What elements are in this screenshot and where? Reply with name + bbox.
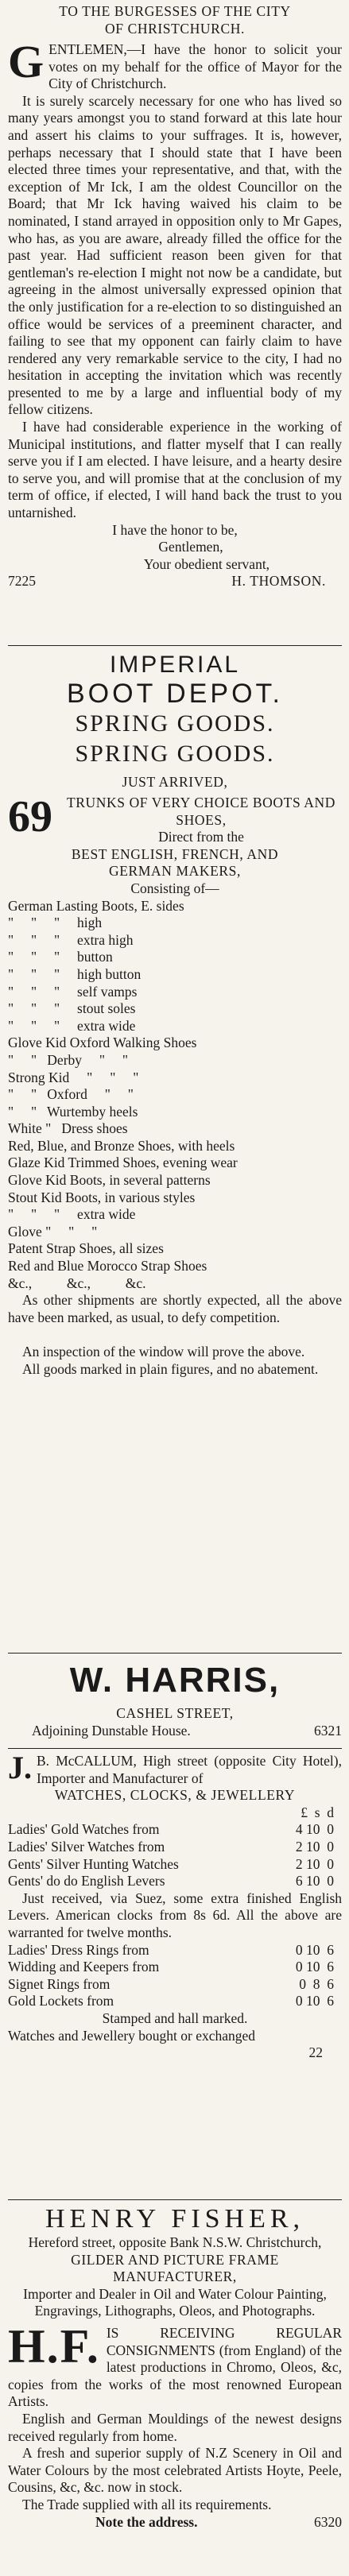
- footwear-item: Stout Kid Boots, in various styles: [8, 1189, 196, 1205]
- footwear-item: " " Derby " ": [8, 1051, 129, 1068]
- mayor-ad-heading-line-1: TO THE BURGESSES OF THE CITY: [59, 3, 291, 19]
- price-item: Gold Lockets from: [8, 1993, 114, 2009]
- footwear-item: Strong Kid " " ": [8, 1069, 139, 1085]
- footwear-item: Glove Kid Boots, in several patterns: [8, 1172, 211, 1189]
- makers-line-1: BEST ENGLISH, FRENCH, AND: [71, 845, 279, 862]
- mayor-ad-footer: [8, 573, 342, 590]
- trunk-count: 69: [8, 792, 52, 841]
- harris-footer: [8, 1723, 342, 1740]
- footwear-item: Glove Kid Oxford Walking Shoes: [8, 1035, 197, 1051]
- harris-adjoining: Adjoining Dunstable House.: [32, 1722, 191, 1739]
- price-row: [8, 1839, 342, 1856]
- footwear-item: " " Oxford " ": [8, 1086, 134, 1103]
- price-row: [8, 1993, 342, 2010]
- price-item: Ladies' Silver Watches from: [8, 1838, 165, 1855]
- price-item: Widding and Keepers from: [8, 1959, 160, 1975]
- footwear-item: Red and Blue Morocco Strap Shoes: [8, 1258, 207, 1274]
- price-item: Ladies' Gold Watches from: [8, 1821, 160, 1838]
- fisher-trade-line-2: MANUFACTURER,: [113, 2269, 237, 2285]
- shipments-note: As other shipments are shortly expected, all the above have been marked, as usual, to defy competition.: [8, 1292, 342, 1325]
- price-amount: 0 10 6: [295, 1959, 334, 1975]
- mayor-ad-signoff-2: Gentlemen,: [158, 539, 223, 555]
- fisher-engravings: Engravings, Lithographs, Oleos, and Photographs.: [34, 2303, 316, 2319]
- fisher-ad-body: [8, 2204, 342, 2531]
- makers-line-2: GERMAN MAKERS,: [109, 863, 241, 880]
- drop-cap-letter: G: [8, 36, 45, 87]
- spring-goods-line-2: SPRING GOODS.: [75, 741, 275, 767]
- just-received-note: Just received, via Suez, some extra finished English Levers. American clocks from 8s 6d. All the above are warranted for twelve months.: [8, 1889, 342, 1940]
- hf-block: [8, 2319, 342, 2411]
- price-row: [8, 1942, 342, 1959]
- footwear-item: " " " extra wide: [8, 1206, 136, 1223]
- stamped-note: Stamped and hall marked.: [102, 2009, 248, 2026]
- footwear-item: Glaze Kid Trimmed Shoes, evening wear: [8, 1155, 238, 1171]
- ring-price-list: [8, 1942, 342, 2010]
- hf-initials: H.F.: [8, 2319, 100, 2373]
- spring-goods-line-1: SPRING GOODS.: [75, 710, 275, 737]
- mccallum-intro: B. McCALLUM, High street (opposite City Hotel), Importer and Manufacturer of: [37, 1753, 342, 1786]
- footwear-item: " " " button: [8, 949, 113, 965]
- price-amount: 2 10 0: [295, 1855, 334, 1872]
- price-row: [8, 1821, 342, 1839]
- footwear-item: Red, Blue, and Bronze Shoes, with heels: [8, 1137, 235, 1154]
- mayor-ad-paragraph-3: I have had considerable experience in the working of Municipal institutions, and flatter myself that I can really serve you if I am elected. I have leisure, and a hearty desire to serve you, and will promise that at the conclusion of my term of office, if elected, I will hand back the trust to you untarnished.: [8, 419, 342, 521]
- price-amount: 0 10 6: [295, 1993, 334, 2009]
- bought-exchanged-note: Watches and Jewellery bought or exchanged: [8, 2027, 256, 2044]
- divider-rule: [8, 1653, 342, 1654]
- boot-ad-body: [8, 792, 342, 1379]
- price-row: [8, 1873, 342, 1890]
- mayor-ad-heading: [8, 3, 342, 37]
- signature: H. THOMSON.: [231, 573, 326, 590]
- footwear-item: " " " stout soles: [8, 1000, 136, 1017]
- mayor-ad-heading-line-2: OF CHRISTCHURCH.: [105, 20, 245, 37]
- note-address: Note the address.: [95, 2513, 198, 2530]
- watch-price-list: [8, 1821, 342, 1889]
- inspection-note: An inspection of the window will prove the above.: [22, 1344, 305, 1360]
- mayor-ad-paragraph-1: ENTLEMEN,—I have the honor to solicit your votes on my behalf for the office of Mayor for the City of Christchurch.: [48, 41, 342, 92]
- plain-figures-note: All goods marked in plain figures, and no abatement.: [22, 1361, 319, 1377]
- drop-cap-letter: J.: [8, 1750, 32, 1785]
- footwear-item: Glove " " ": [8, 1223, 98, 1240]
- price-amount: 4 10 0: [295, 1821, 334, 1838]
- trade-supplied-note: The Trade supplied with all its requirements.: [22, 2496, 272, 2512]
- price-row: [8, 1856, 342, 1874]
- ad-number: 7225: [8, 573, 36, 590]
- consisting-of: Consisting of—: [130, 880, 219, 896]
- scenery-note: A fresh and superior supply of N.Z Scenery in Oil and Water Colours by the most celebrated Artists Hoyte, Peele, Cousins, &c, &c. now in stock.: [8, 2445, 342, 2496]
- divider-rule: [8, 1748, 342, 1749]
- price-amount: 0 10 6: [295, 1941, 334, 1958]
- harris-street: CASHEL STREET,: [116, 1705, 234, 1721]
- ad-number: 6320: [314, 2513, 342, 2530]
- footwear-item: &c., &c., &c.: [8, 1274, 146, 1291]
- fisher-address: Hereford street, opposite Bank N.S.W. Christchurch,: [28, 2234, 322, 2250]
- divider-rule: [8, 2199, 342, 2200]
- price-item: Gents' Silver Hunting Watches: [8, 1855, 179, 1872]
- price-row: [8, 1976, 342, 1994]
- price-item: Signet Rings from: [8, 1975, 111, 1992]
- footwear-item: White " Dress shoes: [8, 1120, 128, 1137]
- ad-number: 6321: [314, 1722, 342, 1739]
- fisher-importer: Importer and Dealer in Oil and Water Colour Painting,: [23, 2285, 327, 2302]
- price-item: Gents' do do English Levers: [8, 1873, 165, 1889]
- price-item: Ladies' Dress Rings from: [8, 1941, 149, 1958]
- fisher-name: HENRY FISHER,: [45, 2204, 305, 2234]
- footwear-item: " " " self vamps: [8, 983, 138, 1000]
- direct-from: Direct from the: [158, 829, 244, 845]
- mayor-ad-signoff-3: Your obedient servant,: [143, 555, 270, 572]
- price-row: [8, 1959, 342, 1976]
- footwear-item: German Lasting Boots, E. sides: [8, 897, 184, 914]
- footwear-item: " " " extra wide: [8, 1017, 136, 1034]
- just-arrived: JUST ARRIVED,: [122, 774, 228, 790]
- divider-rule: [8, 645, 342, 646]
- footwear-item-list: [8, 898, 342, 1293]
- boot-ad-header: [8, 652, 342, 791]
- boot-ad-title-boot-depot: BOOT DEPOT.: [67, 679, 283, 709]
- mccallum-ad-body: [8, 1750, 342, 2062]
- fisher-trade-line-1: GILDER AND PICTURE FRAME: [71, 2251, 279, 2268]
- mouldings-note: English and German Mouldings of the newest designs received regularly from home.: [8, 2410, 342, 2444]
- mayor-ad-body: [8, 36, 342, 590]
- footwear-item: " " Wurtemby heels: [8, 1103, 138, 1120]
- harris-name: W. HARRIS,: [69, 1661, 281, 1700]
- footwear-item: Patent Strap Shoes, all sizes: [8, 1240, 164, 1257]
- footwear-item: " " " high: [8, 915, 103, 931]
- mccallum-goods: WATCHES, CLOCKS, & JEWELLERY: [54, 1787, 296, 1804]
- harris-ad-body: [8, 1661, 342, 1739]
- boot-ad-title-imperial: IMPERIAL: [109, 652, 241, 678]
- fisher-footer: [8, 2514, 342, 2532]
- mayor-ad-paragraph-2: It is surely scarcely necessary for one who has lived so many years amongst you to stand forward at this late hour and assert his claims to your suffrages. It is, however, perhaps necessary that I should state that I have been elected three times your representative, and that, with the exception of Mr Ick, I am the oldest Councillor on the Board; that Mr Ick having waived his claim to be nominated, I stand arrayed in opposition only to Mr Gapes, who has, as you are aware, already filled the office for the past year. Had sufficient reason been given for that gentleman's re-election I might not now be a candidate, but agreeing in the almost universally expressed opinion that the only justification for a re-election to so distinguished an office would be services of a preeminent character, and failing to see that my opponent can fairly claim to have rendered any very remarkable service to the city, I had no hesitation in accepting the invitation which was recently presented to me by a large and influential body of my fellow citizens.: [8, 92, 342, 418]
- ad-number: 22: [308, 2044, 323, 2061]
- mayor-ad-signoff-1: I have the honor to be,: [112, 521, 238, 538]
- trunks-description: TRUNKS OF VERY CHOICE BOOTS AND SHOES,: [66, 795, 336, 828]
- consignments-note: IS RECEIVING REGULAR CONSIGNMENTS (from England) of the latest productions in Chromo, Oleos, &c, copies from the works of the most renowned European Artists.: [8, 2324, 342, 2410]
- footwear-item: " " " extra high: [8, 931, 134, 948]
- price-amount: 6 10 0: [295, 1873, 334, 1889]
- currency-header: £ s d: [301, 1804, 334, 1820]
- footwear-item: " " " high button: [8, 965, 142, 982]
- price-amount: 2 10 0: [295, 1838, 334, 1855]
- price-amount: 0 8 6: [299, 1975, 334, 1992]
